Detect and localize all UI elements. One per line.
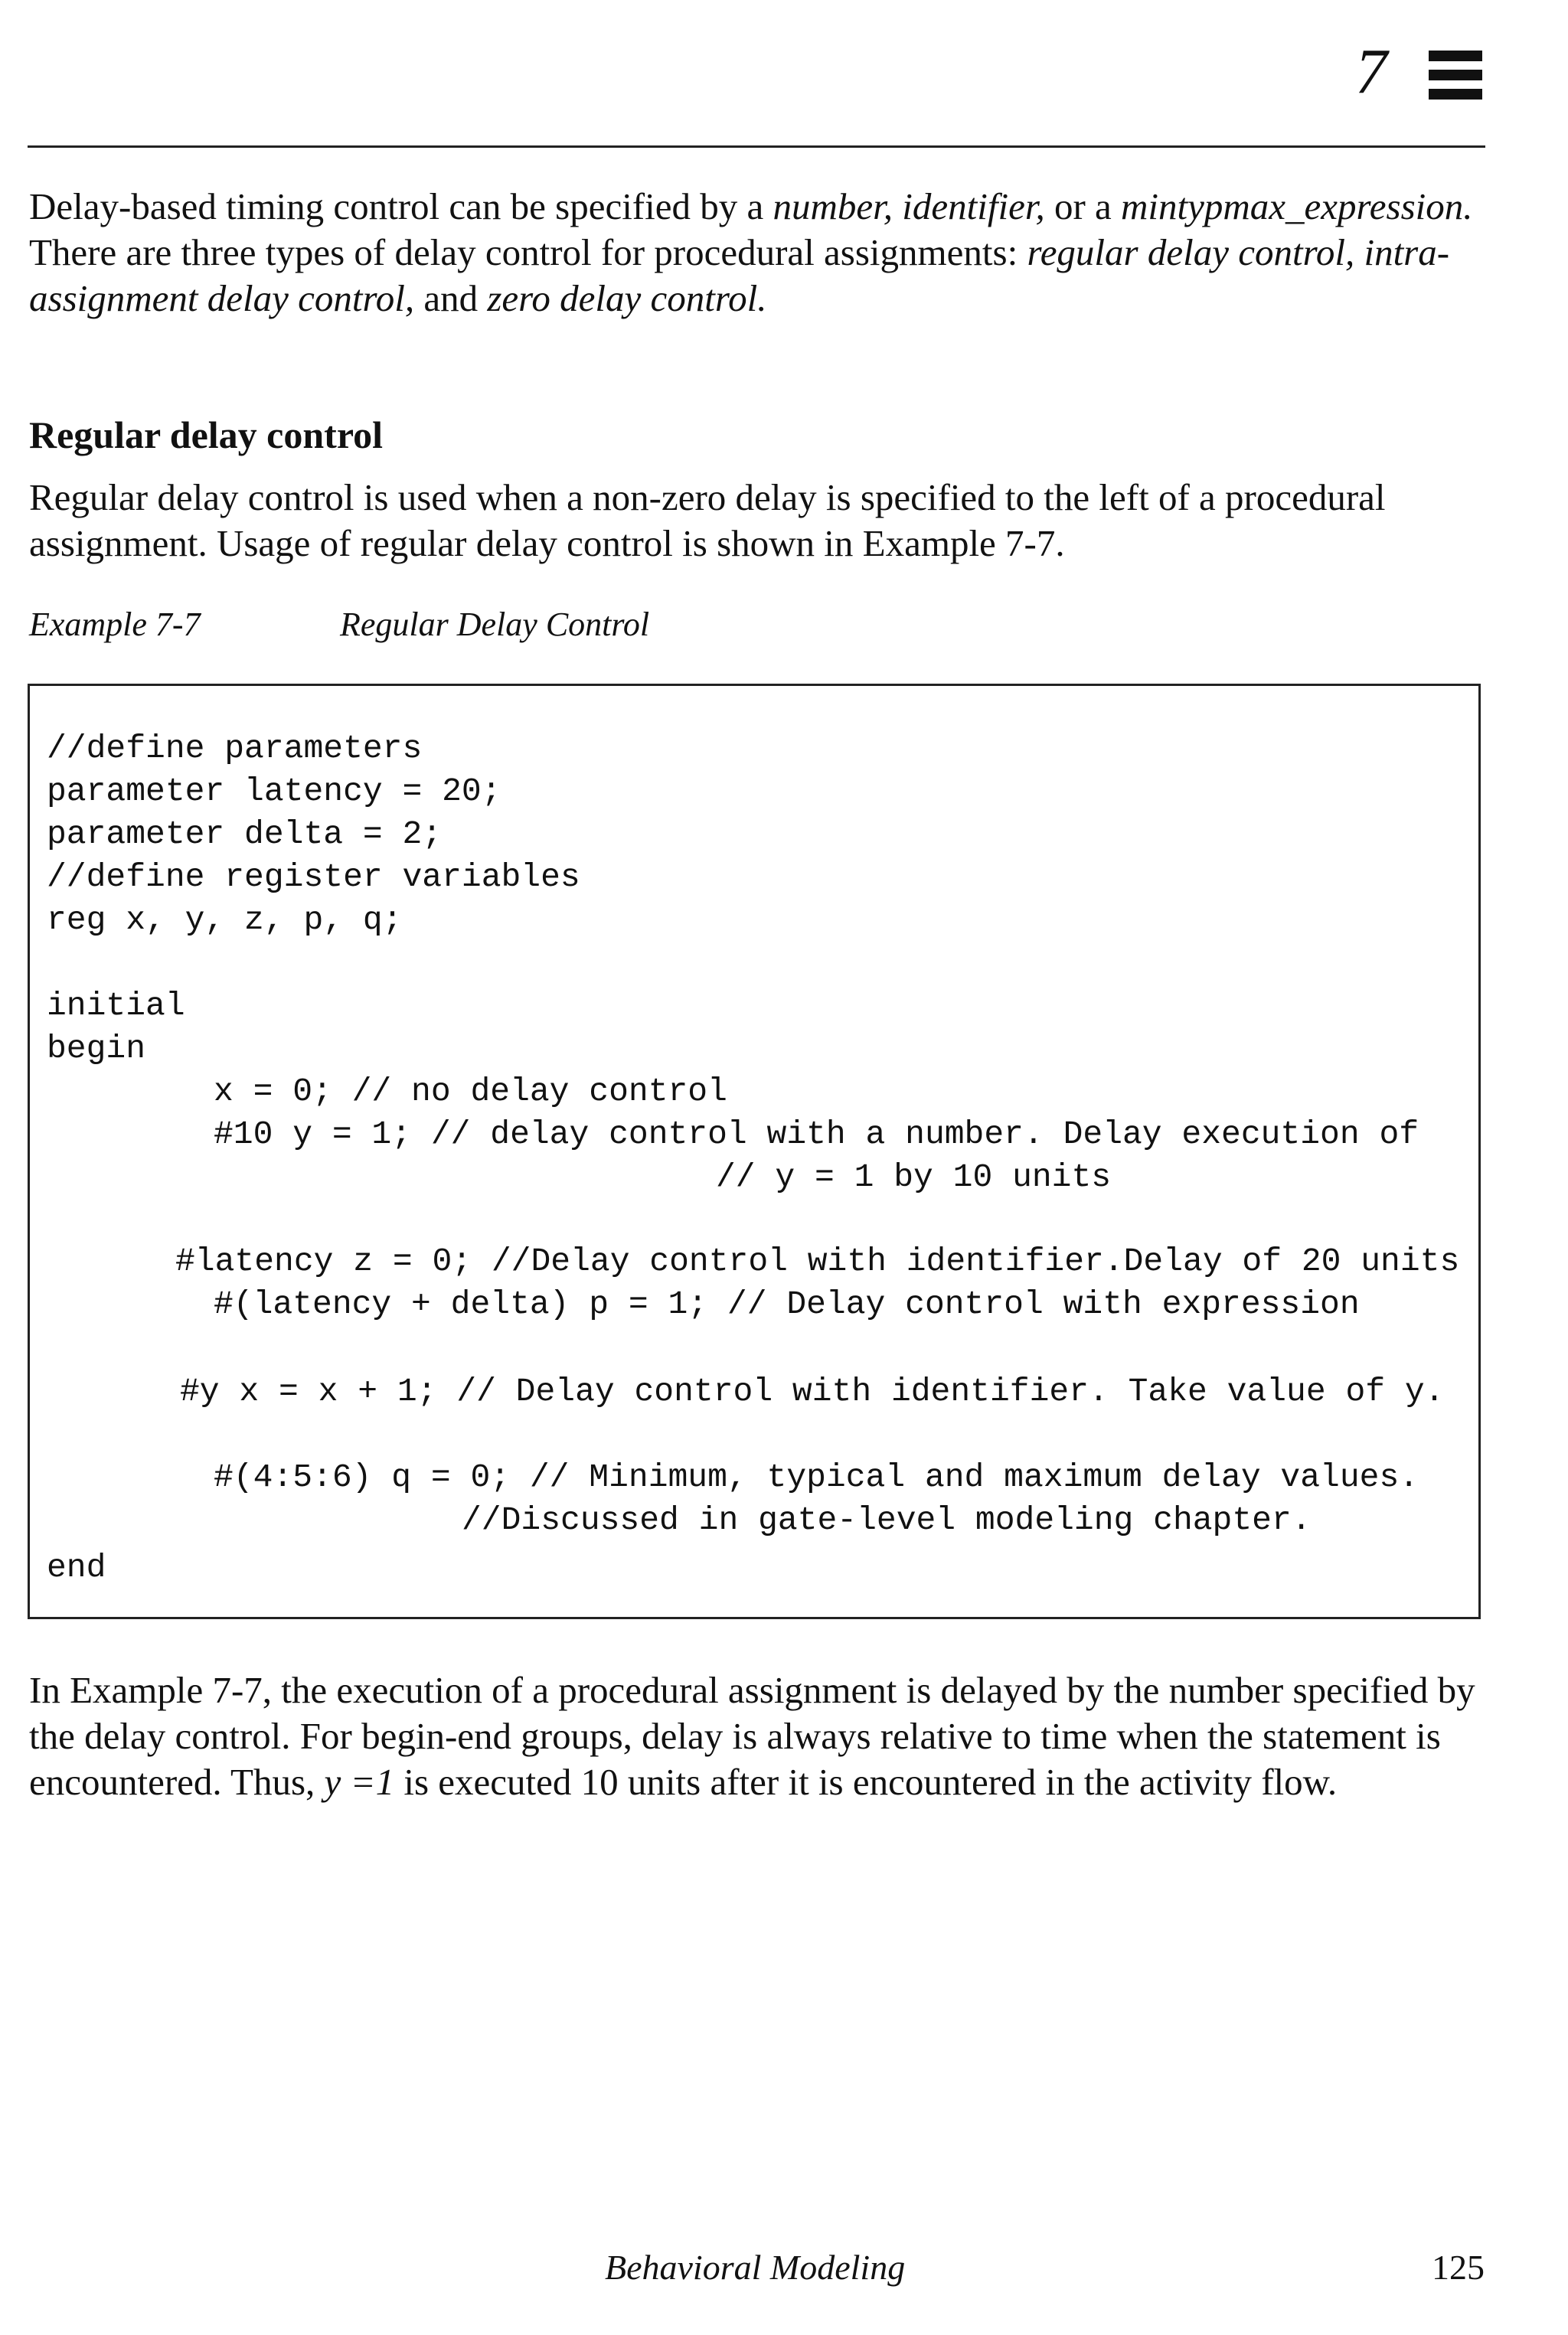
footer-title: Behavioral Modeling [605, 2248, 906, 2287]
intro-text: There are three types of delay control for procedural assignments: [29, 231, 1027, 273]
code-line: //Discussed in gate-level modeling chapter. [462, 1501, 1312, 1539]
explanation-term: y =1 [324, 1761, 395, 1803]
header-rule [28, 145, 1485, 148]
intro-term: zero delay control. [487, 277, 767, 319]
explanation-text: In Example 7-7, the execution of a procedural assignment is delayed by the number specified by the delay control. For begin-end groups, delay is always relative to time when the statement is encountered. Thus, [29, 1669, 1475, 1803]
chapter-bar [1429, 70, 1482, 80]
intro-text: or a [1044, 185, 1122, 227]
code-listing [28, 684, 1481, 1619]
code-line: x = 0; // no delay control [214, 1073, 727, 1110]
code-line: //define parameters [47, 730, 423, 767]
intro-text: and [414, 277, 488, 319]
code-line: #latency z = 0; //Delay control with identifier.Delay of 20 units [175, 1243, 1460, 1280]
section-heading: Regular delay control [29, 413, 384, 456]
code-line: end [47, 1549, 106, 1586]
explanation-text: is executed 10 units after it is encountered in the activity flow. [394, 1761, 1338, 1803]
page-number: 125 [1432, 2248, 1485, 2287]
intro-term: mintypmax_expression. [1121, 185, 1473, 227]
code-line: #10 y = 1; // delay control with a number. Delay execution of [214, 1115, 1419, 1153]
code-line: #y x = x + 1; // Delay control with identifier. Take value of y. [180, 1373, 1445, 1410]
code-line: reg x, y, z, p, q; [47, 901, 403, 939]
explanation-paragraph [29, 1667, 1484, 1805]
section-paragraph: Regular delay control is used when a non-zero delay is specified to the left of a procedural assignment. Usage of regular delay control is shown in Example 7-7. [29, 476, 1386, 564]
chapter-bar [1429, 89, 1482, 100]
code-line: begin [47, 1030, 146, 1067]
code-line: #(latency + delta) p = 1; // Delay control with expression [214, 1285, 1360, 1323]
code-line: parameter latency = 20; [47, 772, 501, 810]
example-title: Regular Delay Control [340, 606, 650, 643]
intro-term: number, identifier, [773, 185, 1045, 227]
code-line: parameter delta = 2; [47, 815, 443, 853]
intro-paragraph [29, 184, 1484, 322]
code-line: #(4:5:6) q = 0; // Minimum, typical and maximum delay values. [214, 1458, 1419, 1496]
code-line: //define register variables [47, 858, 580, 896]
chapter-marker-bars [1429, 51, 1482, 108]
chapter-bar [1429, 51, 1482, 61]
intro-text: Delay-based timing control can be specified by a [29, 185, 773, 227]
intro-term: regular delay control, intra-assignment delay control, [29, 231, 1450, 319]
code-line: // y = 1 by 10 units [716, 1158, 1112, 1196]
chapter-number: 7 [1355, 36, 1387, 107]
code-line: initial [47, 987, 185, 1024]
example-label: Example 7-7 [29, 606, 201, 643]
